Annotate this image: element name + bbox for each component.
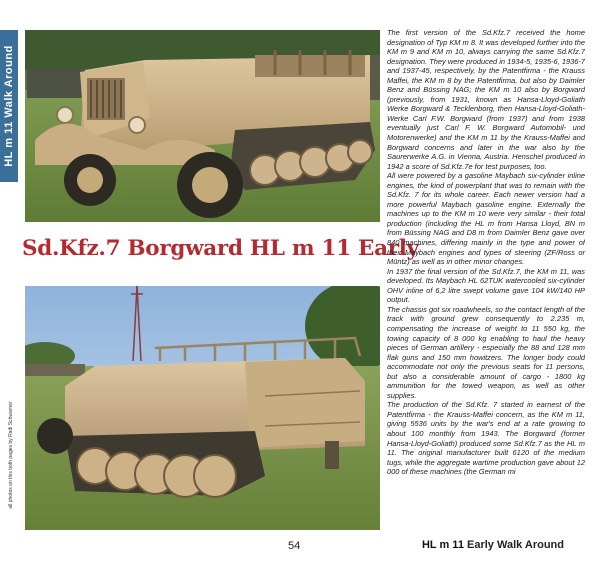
side-section-tab (0, 30, 18, 182)
paragraph: In 1937 the final version of the Sd.Kfz.7, the KM m 11, was developed. Its Maybach HL 62TUK watercooled six-cylinder OHV inline of 6,2 litre swept volume gave 104 kW/140 HP output. (387, 266, 585, 305)
paragraph: The production of the Sd.Kfz. 7 started in earnest of the Patentfirma - the Krauss-Maffei concern, as the KM m 11, giving 5536 units by the war's end at a rate growing to about 100 monthly from 1943. The Borgward (former Hansa-Lloyd-Goliath) produced some Sd.Kfz.7 as the HL m 11. The original manufacturer built 6120 of the medium tugs, while the aggregate wartime production gave about 12 000 of these machines (the German mi (387, 400, 585, 477)
halftrack-rear-photo (25, 286, 380, 530)
halftrack-front-photo (25, 30, 380, 222)
article-title: Sd.Kfz.7 Borgward HL m 11 Early (22, 236, 419, 261)
side-tab-label: HL m 11 Walk Around (3, 45, 15, 167)
page-number: 54 (288, 540, 301, 552)
photo-credit-text: all photos on this both pages by Radi Schwarner (8, 401, 14, 509)
paragraph: All were powered by a gasoline Maybach six-cylinder inline engines, the kind of powerplant that was to remain with the Sd.Kfz. 7 for its whole career. Each newer version had a more powerful Maybach gasoline engine. Externally the machines up to the KM m 10 were very similar - their total production (including the HL m from Hansa Lloyd, BN m from Büssing NAG and D8 m from Daimler Benz gave over 840 machines, differing mainly in the type and power of their Maybach engines and types of steering (ZF/Ross or Müntz) as well as in other minor changes. (387, 171, 585, 267)
paragraph: The first version of the Sd.Kfz.7 received the home designation of Typ KM m 8. It was developed further into the KM m 9 and KM m 10, always carrying the same Sd.Kfz.7 designation. They were produced in 1934-5, 1935-6, 1936-7 and 1937-45, respectively, by the Patentfirma - the Krauss Maffei, the KM m 8 by the Patentfirma, but also by Daimler Benz and Büssing NAG; the KM m 10 also by Borgward (previously, from 1931, known as Hansa-Lloyd-Goliath Werke Borgward & Tecklenborg, then Hansa-Lloyd-Goliath-Werke Carl F.W. Borgward (from 1937) and from 1938 eventually just Carl F. W. Borgward Automobil- und Motorenwerke) and the KM m 11 by the Krauss-Maffei and Borgward concerns and later in the war also by the Saurerwerke A.G. in Vienna, Austria. Henschel produced in 1942 a score of Sd.Kfz.7e for test purposes, too. (387, 28, 585, 171)
photo-credit (4, 380, 18, 530)
footer-title-prefix: HL m 11 (421, 539, 464, 551)
running-footer (422, 539, 564, 551)
paragraph: The chassis got six roadwheels, so the contact length of the track with ground grew consequently to 2.235 m, compensating the increase of weight to 11 550 kg, the towing capacity of 8 000 kg enabling to haul the heavy pieces of German artillery - especially the 88 and 128 mm flak guns and 150 mm howitzers. The longer body could accommodate not only the previous seats for 11 persons, but also a considerable amount of cargo - 1800 kg ammunition for the towed weapon, as well as other supplies. (387, 304, 585, 400)
article-body (387, 28, 585, 532)
footer-title-rest: Early Walk Around (463, 539, 564, 551)
